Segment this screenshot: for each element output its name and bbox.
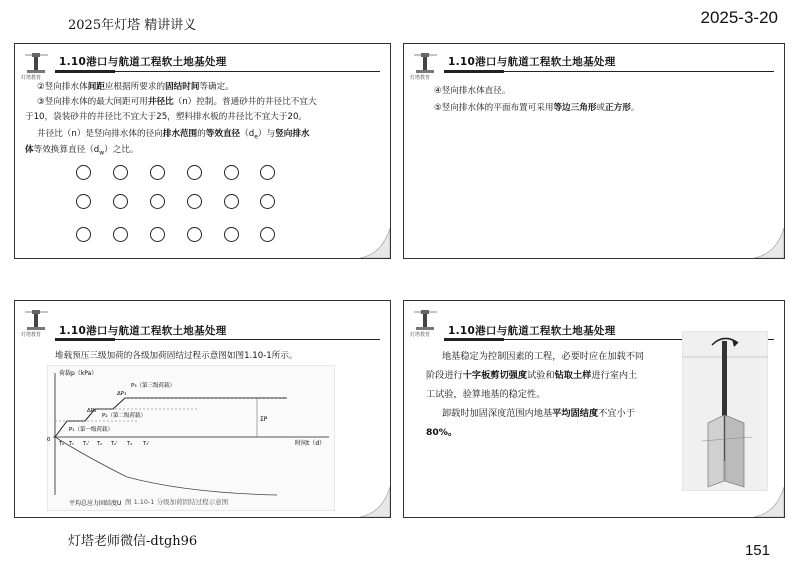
drain-circle <box>76 194 91 209</box>
slide-3-title: 1.10港口与航道工程软土地基处理 <box>59 325 227 337</box>
figure-dp2: ΔP₂ <box>87 408 97 414</box>
slide-4-line-3: 工试验，验算地基的稳定性。 <box>426 389 546 400</box>
drain-circle <box>150 165 165 180</box>
drain-circle <box>76 165 91 180</box>
drain-circle <box>150 194 165 209</box>
figure-caption: 图 1.10-1 分级加荷固结过程示意图 <box>125 498 229 506</box>
figure-time-tick: T₂ <box>97 441 103 447</box>
drain-circle <box>187 194 202 209</box>
drain-circle <box>76 227 91 242</box>
figure-ylabel: 荷载p（kPa） <box>59 370 98 377</box>
figure-sum: ΣP <box>260 416 268 423</box>
slide-1 <box>14 43 391 259</box>
drain-circle <box>113 165 128 180</box>
header-title: 2025年灯塔 精讲讲义 <box>68 18 197 33</box>
footer-wechat: 灯塔老师微信-dtgh96 <box>68 534 198 549</box>
title-underline-accent <box>55 70 115 73</box>
slide-1-line-4: 井径比（n）是竖向排水体的径向排水范围的等效直径$(d_e)$与竖向排水 <box>37 129 310 141</box>
drain-circle <box>224 165 239 180</box>
page-curl-icon <box>360 228 390 258</box>
figure-time-tick: T₁ <box>69 441 75 447</box>
loading-figure <box>47 365 335 511</box>
title-underline-accent <box>444 338 504 341</box>
figure-bottom-label: 平均总应力固结度U <box>69 500 122 507</box>
figure-xlabel: 时间t（d） <box>295 440 326 447</box>
figure-time-tick: T₂' <box>111 441 118 447</box>
drain-circle <box>113 194 128 209</box>
drain-circle <box>260 165 275 180</box>
drain-circle <box>224 194 239 209</box>
slide-4-line-1: 地基稳定为控制因素的工程，必要时应在加载不同 <box>442 351 645 362</box>
drain-circle <box>260 194 275 209</box>
figure-dp3: ΔP₃ <box>117 391 127 397</box>
figure-time-tick: T₃' <box>143 441 150 447</box>
title-underline-accent <box>55 338 115 341</box>
slide-1-line-5: 体等效换算直径$(d_w)$之比。 <box>25 145 139 157</box>
slide-3-intro: 堆载预压三级加荷的各级加荷固结过程示意图如图1.10-1所示。 <box>55 351 298 361</box>
logo-text: 灯塔教育 <box>21 332 42 338</box>
slide-2-line-2: ⑤竖向排水体的平面布置可采用等边三角形或正方形。 <box>434 103 640 113</box>
figure-origin: 0 <box>47 437 51 443</box>
slide-1-line-3: 于10，袋装砂井的井径比不宜大于25，塑料排水板的井径比不宜大于20。 <box>25 112 308 122</box>
drain-circle <box>113 227 128 242</box>
logo-text: 灯塔教育 <box>410 332 431 338</box>
figure-time-tick: T₃ <box>127 441 133 447</box>
slide-4-line-5: 80%。 <box>426 427 458 438</box>
page-curl-icon <box>754 228 784 258</box>
slide-2-title: 1.10港口与航道工程软土地基处理 <box>448 56 616 68</box>
drain-circle <box>224 227 239 242</box>
drain-circle <box>260 227 275 242</box>
logo-text: 灯塔教育 <box>21 75 42 81</box>
slide-3 <box>14 300 391 518</box>
slide-2-line-1: ④竖向排水体直径。 <box>434 86 511 96</box>
figure-time-tick: T₀ <box>59 441 65 447</box>
drain-circle <box>150 227 165 242</box>
vane-shear-test-illustration <box>682 331 768 491</box>
page-curl-icon <box>754 487 784 517</box>
title-underline-accent <box>444 70 504 73</box>
drain-circle <box>187 227 202 242</box>
page-number: 151 <box>744 542 770 559</box>
header-date: 2025-3-20 <box>700 8 778 27</box>
slide-4-line-4: 卸载时加固深度范围内地基平均固结度不宜小于 <box>442 408 635 419</box>
figure-p3: P₃（第三级荷载） <box>131 383 176 389</box>
logo-text: 灯塔教育 <box>410 75 431 81</box>
slide-1-line-1: ②竖向排水体间距应根据所要求的固结时间等确定。 <box>37 82 234 92</box>
figure-p2: P₂（第二级荷载） <box>102 413 147 419</box>
page-curl-icon <box>360 487 390 517</box>
figure-p1: P₁（第一级荷载） <box>69 427 114 433</box>
slide-4-title: 1.10港口与航道工程软土地基处理 <box>448 325 616 337</box>
slide-1-title: 1.10港口与航道工程软土地基处理 <box>59 56 227 68</box>
slide-2 <box>403 43 785 259</box>
slide-4-line-2: 阶段进行十字板剪切强度试验和钻取土样进行室内土 <box>426 370 638 381</box>
slide-1-line-2: ③竖向排水体的最大间距可用井径比（n）控制。普通砂井的井径比不宜大 <box>37 97 317 107</box>
drain-circle <box>187 165 202 180</box>
figure-time-tick: T₁' <box>83 441 90 447</box>
slide-4 <box>403 300 785 518</box>
